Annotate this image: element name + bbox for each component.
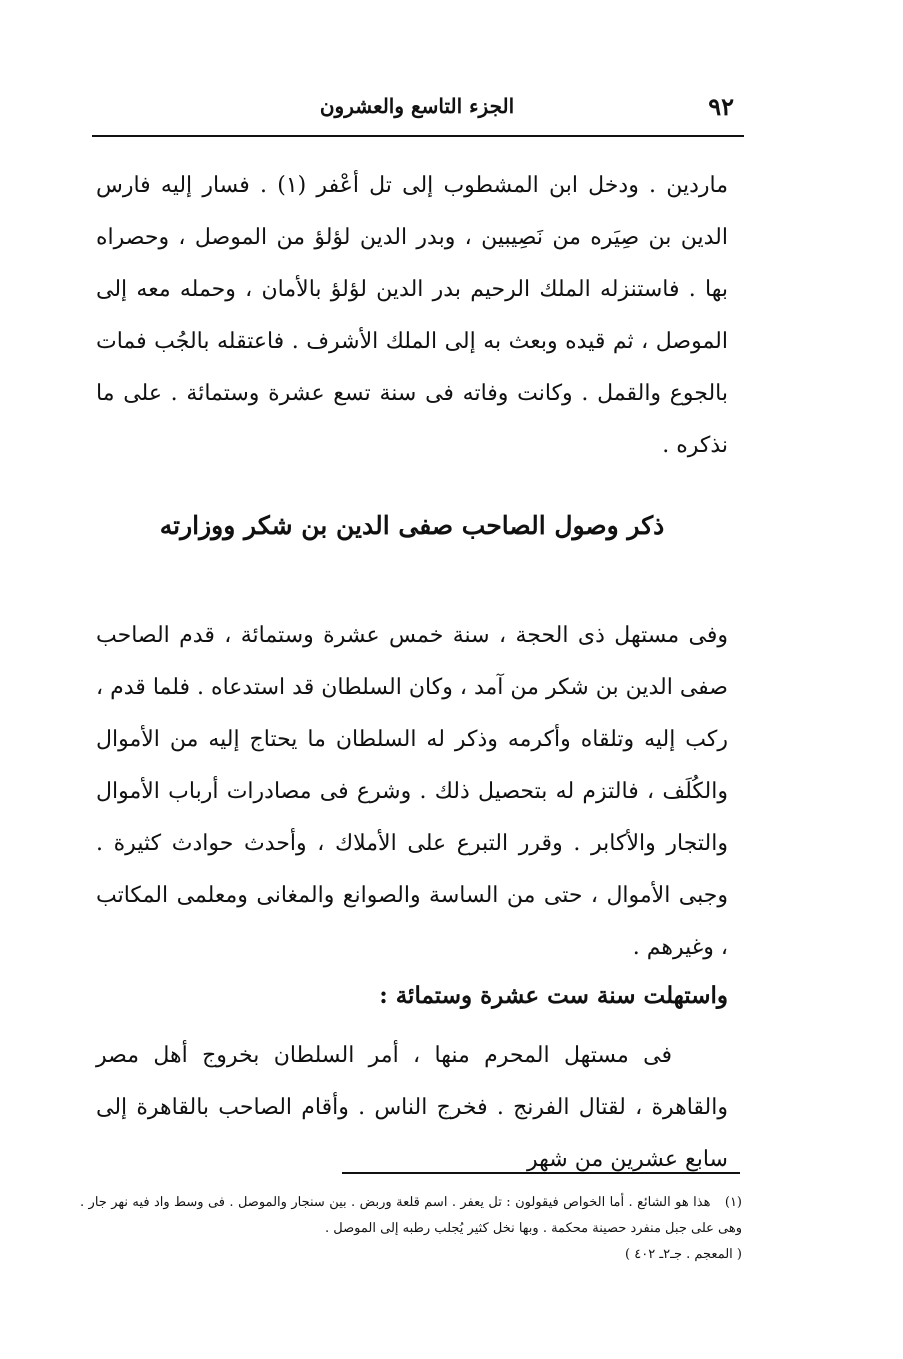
running-title: الجزء التاسع والعشرون <box>319 94 515 118</box>
footnote-text: هذا هو الشائع . أما الخواص فيقولون : تل يعفر . اسم قلعة وربض . بين سنجار والموصل . فى وسط واد فيه نهر جار . وهى على جبل منفرد حصينة محكمة . وبها نخل كثير يُجلب رطبه إلى الموصل . <box>80 1195 742 1236</box>
footnote-rule <box>342 1172 740 1174</box>
paragraph-2: وفى مستهل ذى الحجة ، سنة خمس عشرة وستمائة ، قدم الصاحب صفى الدين بن شكر من آمد ، وكان السلطان قد استدعاه . فلما قدم ، ركب إليه وتلقاه وأكرمه وذكر له السلطان ما يحتاج إليه من الأموال والكُلَف ، فالتزم له بتحصيل ذلك . وشرع فى مصادرات أرباب الأموال والتجار والأكابر . وقرر التبرع على الأملاك ، وأحدث حوادث كثيرة . وجبى الأموال ، حتى من الساسة والصوانع والمغانى ومعلمى المكاتب ، وغيرهم . <box>96 623 728 960</box>
page-number: ٩٢ <box>708 92 734 121</box>
header-rule <box>92 135 744 137</box>
year-subheading: واستهلت سنة ست عشرة وستمائة : <box>379 982 728 1009</box>
paragraph-3: فى مستهل المحرم منها ، أمر السلطان بخروج أهل مصر والقاهرة ، لقتال الفرنج . فخرج الناس . وأقام الصاحب بالقاهرة إلى سابع عشرين من شهر <box>96 1043 728 1172</box>
footnote-marker: (١) <box>724 1195 742 1210</box>
section-heading: ذكر وصول الصاحب صفى الدين بن شكر ووزارته <box>159 511 665 540</box>
paragraph-1: ماردين . ودخل ابن المشطوب إلى تل أعْفر (١) . فسار إليه فارس الدين بن صِيَره من نَصِيبين ، وبدر الدين لؤلؤ من الموصل ، وحصراه بها . فاستنزله الملك الرحيم بدر الدين لؤلؤ بالأمان ، وحمله معه إلى الموصل ، ثم قيده وبعث به إلى الملك الأشرف . فاعتقله بالجُب فمات بالجوع والقمل . وكانت وفاته فى سنة تسع عشرة وستمائة . على ما نذكره . <box>96 173 728 458</box>
page-header <box>92 88 742 134</box>
footnote-source: ( المعجم . جـ٢ـ ٤٠٢ ) <box>625 1247 742 1262</box>
footnote <box>80 1190 742 1268</box>
